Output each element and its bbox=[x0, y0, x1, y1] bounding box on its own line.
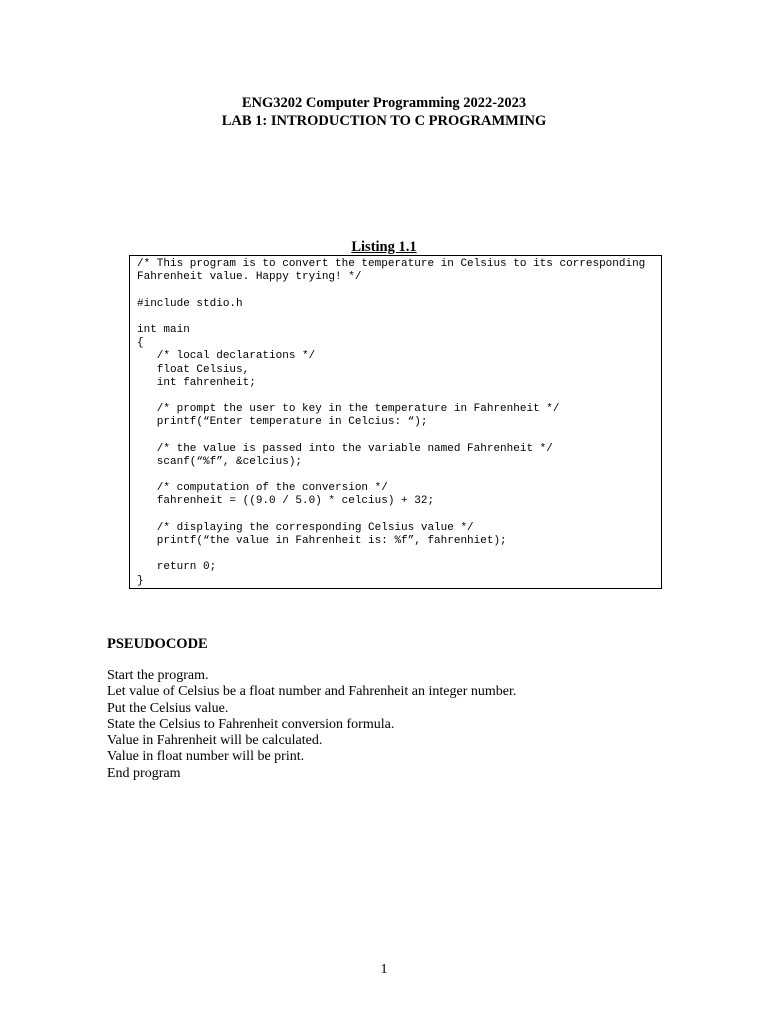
code-line bbox=[137, 390, 661, 403]
code-line: /* This program is to convert the temperature in Celsius to its corresponding bbox=[137, 258, 646, 270]
pseudocode-body bbox=[107, 668, 516, 782]
course-title: ENG3202 Computer Programming 2022-2023 bbox=[241, 95, 527, 111]
code-line: /* the value is passed into the variable named Fahrenheit */ bbox=[137, 442, 553, 455]
pseudocode-line: State the Celsius to Fahrenheit conversion formula. bbox=[107, 716, 395, 732]
page-number: 1 bbox=[380, 962, 388, 977]
code-line: printf(“the value in Fahrenheit is: %f”, fahrenhiet); bbox=[137, 534, 507, 547]
code-line bbox=[137, 548, 661, 561]
code-listing-box bbox=[129, 255, 662, 589]
code-line: scanf(“%f”, &celcius); bbox=[137, 455, 303, 468]
pseudocode-line: End program bbox=[107, 765, 181, 781]
code-line bbox=[137, 469, 661, 482]
pseudocode-line: Put the Celsius value. bbox=[107, 700, 229, 716]
lab-title: LAB 1: INTRODUCTION TO C PROGRAMMING bbox=[221, 113, 547, 129]
code-line: printf(“Enter temperature in Celcius: “); bbox=[137, 416, 428, 429]
code-line: } bbox=[137, 574, 144, 587]
code-line: /* local declarations */ bbox=[137, 350, 316, 363]
code-line bbox=[137, 429, 661, 442]
code-line: /* prompt the user to key in the temperature in Fahrenheit */ bbox=[137, 403, 560, 416]
code-line bbox=[137, 284, 661, 297]
pseudocode-heading: PSEUDOCODE bbox=[107, 636, 208, 652]
code-line: float Celsius, bbox=[137, 363, 250, 376]
code-line bbox=[137, 509, 661, 522]
pseudocode-line: Start the program. bbox=[107, 668, 209, 683]
code-line: return 0; bbox=[137, 561, 217, 574]
pseudocode-line: Let value of Celsius be a float number and Fahrenheit an integer number. bbox=[107, 684, 517, 700]
code-line: /* computation of the conversion */ bbox=[137, 482, 388, 495]
listing-title: Listing 1.1 bbox=[351, 239, 417, 255]
code-line: /* displaying the corresponding Celsius value */ bbox=[137, 521, 474, 534]
code-line: Fahrenheit value. Happy trying! */ bbox=[137, 271, 362, 284]
code-line: { bbox=[137, 337, 144, 350]
pseudocode-line: Value in float number will be print. bbox=[107, 749, 305, 765]
code-line: int main bbox=[137, 323, 190, 336]
pseudocode-line: Value in Fahrenheit will be calculated. bbox=[107, 733, 323, 749]
code-line: fahrenheit = ((9.0 / 5.0) * celcius) + 32; bbox=[137, 495, 435, 508]
code-line: #include stdio.h bbox=[137, 297, 243, 310]
code-line bbox=[137, 311, 661, 324]
document-header bbox=[0, 94, 768, 130]
code-line: int fahrenheit; bbox=[137, 376, 256, 389]
